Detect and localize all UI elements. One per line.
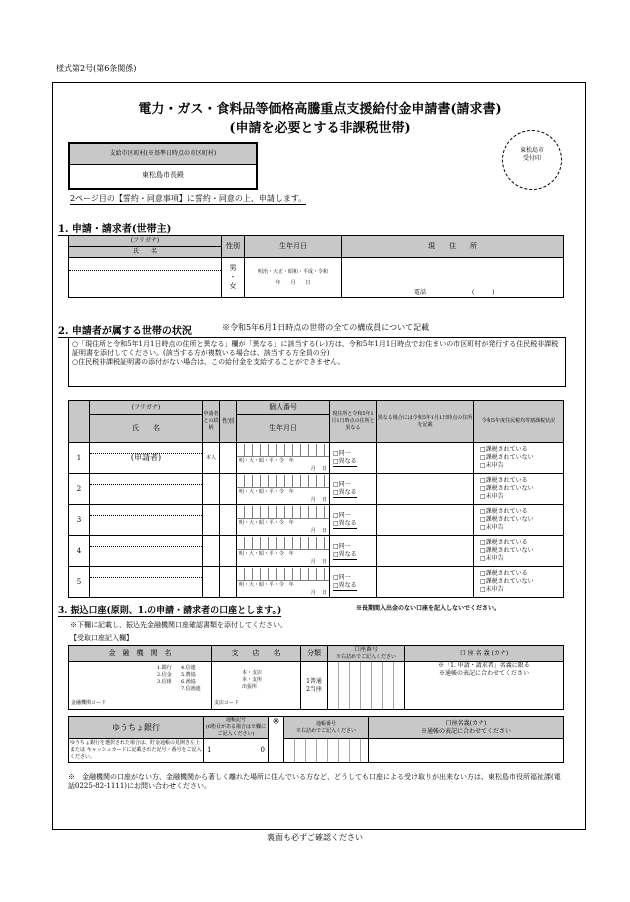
tax-not-filed[interactable]: □未申告: [480, 524, 504, 531]
member-name-field[interactable]: [90, 567, 203, 598]
member-number-field[interactable]: [237, 567, 330, 598]
member-address-compare-field[interactable]: [330, 505, 377, 536]
household-info-box: [68, 337, 566, 387]
same-option[interactable]: □同一: [333, 511, 351, 519]
bank-code-label: 金融機関コード: [71, 700, 107, 706]
form-title: 電力・ガス・食料品等価格高騰重点支援給付金申請書(請求書): [138, 102, 502, 117]
tax-not-taxed[interactable]: □課税されていない: [480, 454, 534, 461]
applicant-name-field[interactable]: [69, 258, 222, 298]
member-previous-address-field[interactable]: [377, 567, 474, 598]
day-label: 日: [321, 558, 327, 565]
back-page-note: 裏面も必ずご確認ください: [267, 833, 363, 842]
section2-heading: 2. 申請者が属する世帯の状況: [58, 322, 192, 338]
member-tax-field[interactable]: [474, 443, 564, 474]
era-row: 明・大・昭・平・令: [239, 550, 285, 557]
bank-account-table: [68, 645, 564, 710]
account-section-label: 【受取口座記入欄】: [70, 634, 133, 642]
tax-not-filed[interactable]: □未申告: [480, 586, 504, 593]
sex-separator: ・: [229, 273, 237, 281]
recipient-label: 支給市区町村(※基準日時点の市区町村): [70, 144, 256, 165]
applicant-address-field[interactable]: [342, 258, 564, 298]
member-relation-field[interactable]: [203, 505, 220, 536]
yucho-symbol-header: [204, 717, 269, 739]
recipient-value: 東松島市長殿: [142, 171, 184, 179]
member-previous-address-field[interactable]: [377, 536, 474, 567]
applicant-sex-field[interactable]: [222, 258, 245, 298]
year-label: 年: [288, 581, 294, 588]
year-label: 年: [288, 550, 294, 557]
account-number-header: [328, 646, 405, 662]
member-number-field[interactable]: [237, 474, 330, 505]
year-label: 年: [288, 488, 294, 495]
yucho-symbol-field[interactable]: [204, 739, 269, 763]
differ-option[interactable]: □異なる: [333, 488, 357, 496]
year-label: 年: [288, 457, 294, 464]
member-address-compare-field[interactable]: [330, 536, 377, 567]
member-tax-field[interactable]: [474, 567, 564, 598]
applicant-sex-header: 性別: [222, 236, 245, 258]
member-sex-field[interactable]: [220, 443, 237, 474]
account-number-note: ※右詰めでご記入ください: [335, 654, 396, 660]
member-name-field[interactable]: [90, 505, 203, 536]
member-tax-field[interactable]: [474, 474, 564, 505]
phone-label: 電話: [414, 289, 427, 296]
member-name-header: 氏 名: [90, 415, 203, 443]
account-holder-field[interactable]: [405, 662, 564, 710]
applicant-furigana-header: (フリガナ): [69, 236, 222, 247]
yucho-holder-label: 口座名義(カナ): [445, 719, 487, 727]
era-row: 明・大・昭・平・令: [239, 457, 285, 464]
applicant-table: [68, 235, 564, 298]
yucho-number-field[interactable]: [284, 739, 369, 763]
same-option[interactable]: □同一: [333, 542, 351, 550]
tax-not-filed[interactable]: □未申告: [480, 555, 504, 562]
branch-code-label: 支店コード: [214, 700, 240, 706]
row-number: 4: [69, 536, 90, 567]
member-tax-field[interactable]: [474, 536, 564, 567]
member-relation-field[interactable]: 本人: [203, 443, 220, 474]
tax-not-taxed[interactable]: □課税されていない: [480, 516, 534, 523]
member-sex-header: 性別: [220, 401, 237, 443]
month-label: 月: [310, 589, 316, 596]
account-holder-header: 口 座 名 義 (カナ): [405, 646, 564, 662]
bank-type-list-b: 4.信連 5.農協 6.漁協 7.信漁連: [181, 665, 201, 692]
member-birth-header: 生年月日: [237, 415, 330, 443]
pledge-text: 2ページ目の【誓約・同意事項】に誓約・同意の上、申請します。: [70, 194, 307, 203]
member-previous-address-header: 異なる場合には令和5年1月1日時点の住所を記載: [377, 401, 474, 443]
member-name-field[interactable]: [90, 443, 203, 474]
table-row: [69, 474, 564, 505]
member-address-compare-field[interactable]: [330, 567, 377, 598]
tax-taxed[interactable]: □課税されている: [480, 570, 528, 577]
info-attach-certificate: ○「現住所と令和5年1月1日時点の住所と異なる」欄が「異なる」に該当する(レ)方は、令和5年1月1日時点でお住まいの市区町村が発行する住民税非課税証明書を添付してください。(該当する方が複数いる場合は、該当する方全員の分): [72, 340, 559, 357]
member-previous-address-field[interactable]: [377, 474, 474, 505]
info-no-certificate: ○住民税非課税証明書の添付がない場合は、この給付金を支給することができません。: [72, 358, 345, 366]
day-label: 日: [321, 527, 327, 534]
same-option[interactable]: □同一: [333, 573, 351, 581]
yucho-symbol-note: (6桁目がある場合は※欄にご記入ください): [205, 724, 267, 737]
same-option[interactable]: □同一: [333, 480, 351, 488]
footnote: ※ 金融機関の口座がない方、金融機関から著しく離れた場所に住んでいる方など、どうしても口座による受け取りが出来ない方は、東松島市役所福祉課(電話0225-82-1111)にお問い合わせください。: [68, 773, 561, 790]
bank-name-header: 金 融 機 関 名: [69, 646, 212, 662]
tax-not-taxed[interactable]: □課税されていない: [480, 578, 534, 585]
same-option[interactable]: □同一: [333, 449, 351, 457]
household-table: [68, 400, 564, 598]
stamp-label: 受付印: [522, 155, 541, 162]
yucho-number-header: [284, 717, 369, 739]
month-label: 月: [310, 527, 316, 534]
member-number-field[interactable]: [237, 443, 330, 474]
member-relation-field[interactable]: [203, 474, 220, 505]
differ-option[interactable]: □異なる: [333, 581, 357, 589]
member-name-field[interactable]: [90, 474, 203, 505]
section2-note: ※令和5年6月1日時点の世帯の全ての構成員について記載: [222, 323, 430, 332]
type-current[interactable]: 2当座: [306, 685, 322, 693]
branch-type-list: 本・支店 本・支所 出張所: [242, 670, 263, 690]
yucho-holder-header: [369, 717, 564, 739]
month-label: 月: [310, 558, 316, 565]
yucho-header: ゆうちょ銀行: [69, 717, 204, 739]
applicant-name-header: 氏 名: [69, 247, 222, 258]
male-option[interactable]: 男: [229, 264, 237, 272]
number-digit-boxes[interactable]: [237, 568, 329, 581]
member-address-compare-field[interactable]: [330, 443, 377, 474]
era-row: 明・大・昭・平・令: [239, 488, 285, 495]
section3-heading: 3. 振込口座(原則、1.の申請・請求者の口座とします。): [58, 603, 281, 617]
applicant-birth-header: 生年月日: [245, 236, 342, 258]
form-subtitle: (申請を必要とする非課税世帯): [229, 121, 411, 136]
account-type-field[interactable]: [301, 662, 328, 710]
member-furigana-header: (フリガナ): [90, 401, 203, 415]
member-name-field[interactable]: [90, 536, 203, 567]
account-type-header: 分類: [301, 646, 328, 662]
birth-ymd: 年 月 日: [275, 279, 311, 286]
branch-name-header: 支 店 名: [212, 646, 301, 662]
yucho-number-note: ※右詰めでご記入ください: [295, 727, 356, 734]
recipient-box: [68, 142, 258, 190]
yucho-sixth-digit[interactable]: ※: [269, 717, 284, 763]
yucho-holder-field[interactable]: [369, 739, 564, 763]
number-digit-boxes[interactable]: [237, 475, 329, 488]
section1-heading: 1. 申請・請求者(世帯主): [58, 220, 171, 236]
tax-taxed[interactable]: □課税されている: [480, 508, 528, 515]
year-label: 年: [288, 519, 294, 526]
differ-option[interactable]: □異なる: [333, 519, 357, 527]
era-options: 明治・大正・昭和・平成・令和: [257, 268, 328, 275]
number-digit-boxes[interactable]: [237, 537, 329, 550]
tax-not-taxed[interactable]: □課税されていない: [480, 485, 534, 492]
month-label: 月: [310, 496, 316, 503]
yucho-symbol-label: 通帳記号: [225, 717, 246, 723]
account-number-field[interactable]: [328, 662, 405, 710]
phone-paren: ( ): [471, 289, 495, 296]
member-sex-field[interactable]: [220, 536, 237, 567]
member-relation-field[interactable]: [203, 567, 220, 598]
member-number-header: 個人番号: [237, 401, 330, 415]
differ-option[interactable]: □異なる: [333, 550, 357, 558]
tax-not-filed[interactable]: □未申告: [480, 493, 504, 500]
day-label: 日: [321, 496, 327, 503]
table-row: [69, 536, 564, 567]
tax-not-taxed[interactable]: □課税されていない: [480, 547, 534, 554]
table-row: [69, 567, 564, 598]
form-id: 様式第2号(第6条関係): [56, 64, 137, 73]
bank-name-field[interactable]: [69, 662, 212, 710]
yucho-holder-note: ※通帳の表記に合わせてください: [420, 727, 511, 735]
member-sex-field[interactable]: [220, 505, 237, 536]
table-row: [69, 443, 564, 474]
applicant-birth-field[interactable]: [245, 258, 342, 298]
yucho-table: [68, 716, 564, 763]
stamp-city: 東松島市: [519, 147, 544, 154]
member-name-value: (申請者): [130, 453, 162, 462]
holder-note-passbook: ※通帳の表記に合わせてください: [438, 670, 529, 677]
row-number: 1: [69, 443, 90, 474]
member-previous-address-field[interactable]: [377, 505, 474, 536]
tax-taxed[interactable]: □課税されている: [480, 539, 528, 546]
era-row: 明・大・昭・平・令: [239, 581, 285, 588]
day-label: 日: [321, 465, 327, 472]
era-row: 明・大・昭・平・令: [239, 519, 285, 526]
member-sex-field[interactable]: [220, 567, 237, 598]
number-digit-boxes[interactable]: [237, 506, 329, 519]
yucho-description: ゆうちょ銀行を選択された場合は、貯金通帳の見開き左上または キャッシュカードに記載された記号・番号をご記入ください。: [69, 739, 204, 763]
type-ordinary[interactable]: 1普通: [306, 677, 322, 685]
reception-stamp: [502, 130, 562, 190]
day-label: 日: [321, 589, 327, 596]
section3-attach-note: ※下欄に記載し、振込先金融機関口座確認書類を添付してください。: [70, 621, 287, 629]
tax-taxed[interactable]: □課税されている: [480, 446, 528, 453]
female-option[interactable]: 女: [229, 282, 237, 290]
branch-name-field[interactable]: [212, 662, 301, 710]
yucho-symbol-last-digit: 0: [260, 746, 265, 754]
member-relation-header: 申請者との続柄: [203, 401, 220, 443]
row-number-header: [69, 401, 90, 443]
number-digit-boxes[interactable]: [237, 444, 329, 457]
holder-note-applicant: ※「1. 申請・請求者」名義に限る: [438, 662, 530, 669]
member-address-compare-header: 現住所と令和5年1月1日時点の住所と異なる: [330, 401, 377, 443]
member-previous-address-field[interactable]: [377, 443, 474, 474]
row-number: 2: [69, 474, 90, 505]
bank-type-list-a: 1.銀行 2.信金 3.信組: [157, 665, 172, 685]
member-number-field[interactable]: [237, 505, 330, 536]
member-address-compare-field[interactable]: [330, 474, 377, 505]
differ-option[interactable]: □異なる: [333, 457, 357, 465]
yucho-symbol-first-digit: 1: [207, 746, 212, 754]
member-tax-header: 令和5年度住民税均等割課税状況: [474, 401, 564, 443]
member-tax-field[interactable]: [474, 505, 564, 536]
tax-not-filed[interactable]: □未申告: [480, 462, 504, 469]
table-row: [69, 505, 564, 536]
section3-heading-note: ※長期間入出金のない口座を記入しないでください。: [356, 605, 501, 612]
member-sex-field[interactable]: [220, 474, 237, 505]
row-number: 3: [69, 505, 90, 536]
member-relation-field[interactable]: [203, 536, 220, 567]
row-number: 5: [69, 567, 90, 598]
member-number-field[interactable]: [237, 536, 330, 567]
yucho-number-label: 通帳番号: [315, 720, 336, 727]
account-number-label: 口座番号: [353, 646, 378, 653]
month-label: 月: [310, 465, 316, 472]
tax-taxed[interactable]: □課税されている: [480, 477, 528, 484]
applicant-address-header: 現 住 所: [342, 236, 564, 258]
